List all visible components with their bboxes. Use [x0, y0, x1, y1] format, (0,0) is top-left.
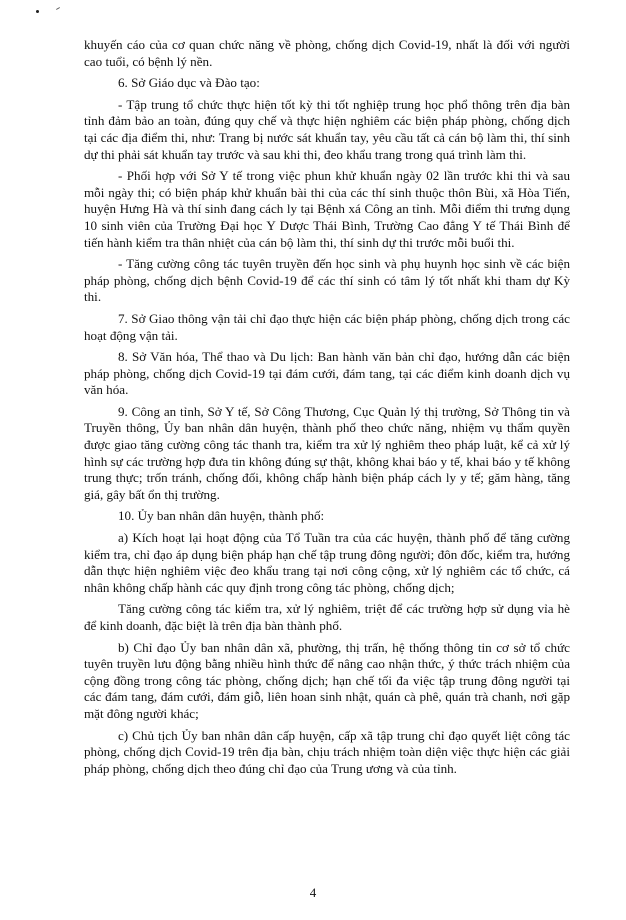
paragraph: c) Chủ tịch Ủy ban nhân dân cấp huyện, cấp xã tập trung chỉ đạo quyết liệt công tác phòng, chống dịch Covid-19 trên địa bàn, chịu trách nhiệm toàn diện việc thực hiện các giải pháp phòng, chống dịch theo đúng chỉ đạo của Trung ương và của tỉnh.: [84, 727, 570, 776]
paragraph: - Phối hợp với Sở Y tế trong việc phun khử khuẩn ngày 02 lần trước khi thi và sau mỗi ngày thi; có biện pháp khử khuẩn bài thi của các thí sinh thuộc thôn Bùi, xã Hòa Tiến, huyện Hưng Hà và thí sinh đang cách ly tại Bệnh xá Công an tỉnh. Mỗi điểm thi trưng dụng 10 sinh viên của Trường Đại học Y Dược Thái Bình, Trường Cao đẳng Y tế Thái Bình để tiến hành kiểm tra thân nhiệt của cán bộ làm thi, thí sinh dự thi trước mỗi buổi thi.: [84, 168, 570, 250]
paragraph: Tăng cường công tác kiểm tra, xử lý nghiêm, triệt để các trường hợp sử dụng vỉa hè để kinh doanh, đặc biệt là trên địa bàn thành phố.: [84, 601, 570, 633]
scan-mark: [36, 10, 39, 13]
paragraph: b) Chỉ đạo Ủy ban nhân dân xã, phường, thị trấn, hệ thống thông tin cơ sở tổ chức tuyên truyền lưu động bằng nhiều hình thức để nâng cao nhận thức, ý thức trách nhiệm của cộng đồng trong công tác phòng, chống dịch; hạn chế tối đa việc tập trung đông người tại các đám tang, đám cưới, đám giỗ, liên hoan sinh nhật, quán cà phê, quán trà chanh, nơi gặp mặt đông người khác;: [84, 639, 570, 721]
section-heading-10: 10. Ủy ban nhân dân huyện, thành phố:: [118, 508, 325, 524]
paragraph: - Tập trung tổ chức thực hiện tốt kỳ thi tốt nghiệp trung học phổ thông trên địa bàn tỉnh đảm bảo an toàn, đúng quy chế và thực hiện nghiêm các biện pháp phòng, chống dịch tại các địa điểm thi, như: Trang bị nước sát khuẩn tay, yêu cầu tất cả cán bộ làm thi, thí sinh dự thi phải sát khuẩn tay trước và sau khi thi, đeo khẩu trang trong quá trình làm thi.: [84, 96, 570, 162]
scan-mark: [56, 7, 60, 10]
section-heading-6: 6. Sở Giáo dục và Đào tạo:: [118, 75, 260, 91]
page-number: 4: [309, 885, 317, 900]
section-item-9: 9. Công an tỉnh, Sở Y tế, Sở Công Thương, Cục Quản lý thị trường, Sở Thông tin và Truyền thông, Ủy ban nhân dân huyện, thành phố theo chức năng, nhiệm vụ thẩm quyền được giao tăng cường công tác thanh tra, kiểm tra xử lý nghiêm theo pháp luật, kể cả xử lý hình sự các trường hợp đưa tin không đúng sự thật, không khai báo y tế, khai báo y tế không trung thực; trốn tránh, chống đối, không chấp hành biện pháp cách ly y tế; găm hàng, tăng giá, gây bất ổn thị trường.: [84, 403, 570, 502]
document-body: [84, 37, 570, 782]
section-item-8: 8. Sở Văn hóa, Thể thao và Du lịch: Ban hành văn bản chỉ đạo, hướng dẫn các biện pháp phòng, chống dịch Covid-19 tại đám cưới, đám tang, tại các điểm kinh doanh dịch vụ văn hóa.: [84, 349, 570, 398]
paragraph: a) Kích hoạt lại hoạt động của Tổ Tuần tra của các huyện, thành phố để tăng cường kiểm tra, chỉ đạo áp dụng biện pháp hạn chế tập trung đông người; đôn đốc, kiểm tra, hướng dẫn thực hiện nghiêm việc đeo khẩu trang tại nơi công cộng, xử lý nghiêm các tổ chức, cá nhân không chấp hành các quy định trong công tác phòng, chống dịch;: [84, 530, 570, 595]
section-item-7: 7. Sở Giao thông vận tải chỉ đạo thực hiện các biện pháp phòng, chống dịch trong các hoạt động vận tải.: [84, 310, 570, 343]
paragraph-continuation: khuyến cáo của cơ quan chức năng về phòng, chống dịch Covid-19, nhất là đối với người cao tuổi, có bệnh lý nền.: [84, 37, 570, 69]
paragraph: - Tăng cường công tác tuyên truyền đến học sinh và phụ huynh học sinh về các biện pháp phòng, chống dịch bệnh Covid-19 để các thí sinh có tâm lý tốt nhất khi tham dự Kỳ thi.: [84, 256, 570, 305]
